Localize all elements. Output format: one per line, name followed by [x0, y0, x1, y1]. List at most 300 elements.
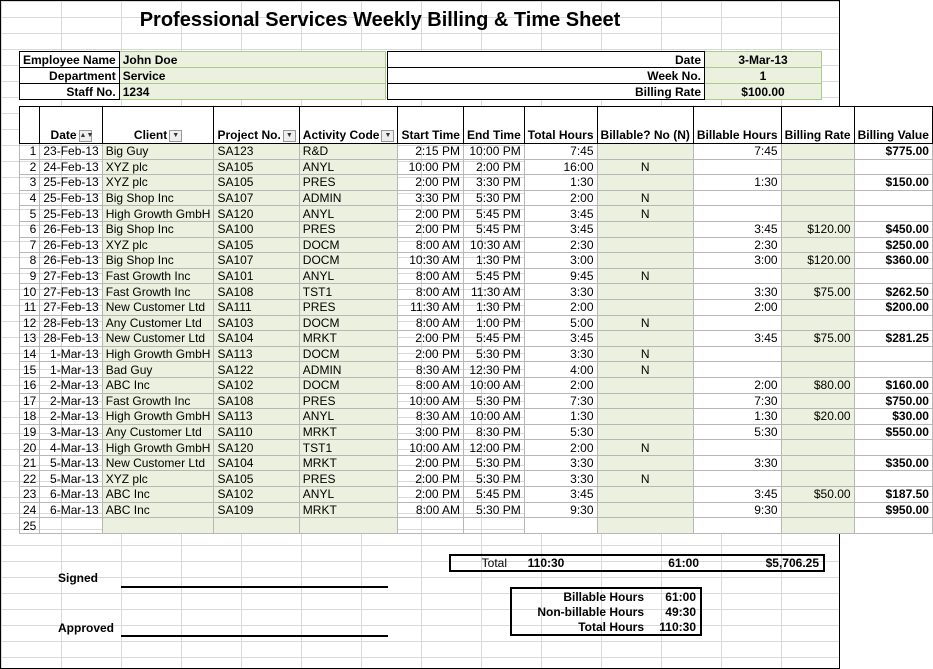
cell-total-hours[interactable]: 3:00: [524, 253, 597, 269]
cell-billing-rate[interactable]: [781, 502, 854, 518]
cell-billable-hours[interactable]: 1:30: [693, 175, 781, 191]
cell-end[interactable]: 1:30 PM: [463, 299, 524, 315]
cell-billable-hours[interactable]: 2:30: [693, 237, 781, 253]
cell-activity[interactable]: ANYL: [299, 409, 398, 425]
cell-start[interactable]: 8:00 AM: [398, 377, 463, 393]
cell-client[interactable]: Any Customer Ltd: [102, 424, 214, 440]
cell-date[interactable]: 28-Feb-13: [40, 331, 102, 347]
cell-activity[interactable]: ANYL: [299, 487, 398, 503]
cell-start[interactable]: 8:00 AM: [398, 315, 463, 331]
cell-total-hours[interactable]: 2:00: [524, 299, 597, 315]
cell-activity[interactable]: DOCM: [299, 253, 398, 269]
cell-client[interactable]: XYZ plc: [102, 159, 214, 175]
cell-billable-hours[interactable]: 1:30: [693, 409, 781, 425]
cell-row-no: 16: [20, 377, 40, 393]
cell-date[interactable]: 27-Feb-13: [40, 284, 102, 300]
cell-start[interactable]: 10:00 PM: [398, 159, 463, 175]
table-row: [20, 237, 933, 253]
cell-billing-rate[interactable]: [781, 159, 854, 175]
cell-client[interactable]: Bad Guy: [102, 362, 214, 378]
cell-billing-rate[interactable]: [781, 346, 854, 362]
cell-billable-hours[interactable]: 3:45: [693, 221, 781, 237]
cell-date[interactable]: 25-Feb-13: [40, 175, 102, 191]
cell-billing-value[interactable]: $160.00: [854, 377, 932, 393]
cell-date[interactable]: 26-Feb-13: [40, 237, 102, 253]
cell-date[interactable]: 5-Mar-13: [40, 471, 102, 487]
employee-name-cell[interactable]: John Doe: [119, 52, 385, 68]
cell-total-hours[interactable]: 1:30: [524, 409, 597, 425]
summary-nonbillable-label: Non-billable Hours: [537, 604, 644, 619]
cell-total-hours[interactable]: 9:45: [524, 268, 597, 284]
cell-billable[interactable]: [597, 299, 693, 315]
cell-date[interactable]: [40, 518, 102, 534]
cell-end[interactable]: 5:30 PM: [463, 346, 524, 362]
cell-billing-value[interactable]: $187.50: [854, 487, 932, 503]
cell-start[interactable]: 3:30 PM: [398, 190, 463, 206]
cell-start[interactable]: 11:30 AM: [398, 299, 463, 315]
cell-billable[interactable]: N: [597, 471, 693, 487]
cell-activity[interactable]: ANYL: [299, 268, 398, 284]
filter-dropdown-icon[interactable]: ▼: [381, 130, 394, 142]
cell-client[interactable]: Any Customer Ltd: [102, 315, 214, 331]
cell-billable[interactable]: N: [597, 440, 693, 456]
cell-project[interactable]: SA109: [214, 502, 299, 518]
signed-line[interactable]: [121, 586, 388, 588]
cell-billable[interactable]: N: [597, 315, 693, 331]
cell-billable-hours[interactable]: [693, 471, 781, 487]
week-no-label: Week No.: [388, 68, 705, 84]
col-header-project[interactable]: [214, 107, 299, 144]
cell-total-hours[interactable]: 3:30: [524, 471, 597, 487]
cell-date[interactable]: 27-Feb-13: [40, 268, 102, 284]
cell-billable-hours[interactable]: 2:00: [693, 377, 781, 393]
cell-total-hours[interactable]: 7:45: [524, 144, 597, 160]
table-row: [20, 284, 933, 300]
cell-billing-value[interactable]: $360.00: [854, 253, 932, 269]
cell-billing-value[interactable]: $200.00: [854, 299, 932, 315]
cell-end[interactable]: 5:45 PM: [463, 268, 524, 284]
col-header-activity[interactable]: [299, 107, 398, 144]
cell-project[interactable]: SA123: [214, 144, 299, 160]
cell-billing-rate[interactable]: [781, 268, 854, 284]
cell-activity[interactable]: MRKT: [299, 502, 398, 518]
cell-billing-value[interactable]: $30.00: [854, 409, 932, 425]
cell-row-no: 4: [20, 190, 40, 206]
cell-activity[interactable]: PRES: [299, 175, 398, 191]
cell-billable-hours[interactable]: 3:45: [693, 331, 781, 347]
cell-billable[interactable]: [597, 144, 693, 160]
sort-filter-icon[interactable]: ▲▼: [79, 130, 92, 142]
cell-date[interactable]: 26-Feb-13: [40, 253, 102, 269]
cell-billable-hours[interactable]: 3:00: [693, 253, 781, 269]
cell-start[interactable]: 2:00 PM: [398, 221, 463, 237]
cell-billing-value[interactable]: [854, 518, 932, 534]
cell-start[interactable]: 10:00 AM: [398, 440, 463, 456]
cell-billing-rate[interactable]: [781, 393, 854, 409]
cell-billable[interactable]: [597, 424, 693, 440]
cell-project[interactable]: SA113: [214, 346, 299, 362]
cell-activity[interactable]: ANYL: [299, 206, 398, 222]
cell-activity[interactable]: PRES: [299, 221, 398, 237]
cell-billable-hours[interactable]: [693, 346, 781, 362]
cell-end[interactable]: 5:30 PM: [463, 190, 524, 206]
cell-total-hours[interactable]: 2:00: [524, 190, 597, 206]
cell-start[interactable]: 2:00 PM: [398, 487, 463, 503]
cell-billing-value[interactable]: $281.25: [854, 331, 932, 347]
cell-billing-rate[interactable]: [781, 440, 854, 456]
cell-billable[interactable]: [597, 237, 693, 253]
cell-client[interactable]: XYZ plc: [102, 175, 214, 191]
cell-billing-value[interactable]: [854, 346, 932, 362]
cell-client[interactable]: Fast Growth Inc: [102, 284, 214, 300]
cell-end[interactable]: 10:00 AM: [463, 409, 524, 425]
cell-billing-value[interactable]: [854, 206, 932, 222]
cell-end[interactable]: 5:30 PM: [463, 471, 524, 487]
cell-project[interactable]: SA120: [214, 206, 299, 222]
cell-billing-value[interactable]: [854, 159, 932, 175]
cell-billing-value[interactable]: $775.00: [854, 144, 932, 160]
cell-date[interactable]: 28-Feb-13: [40, 315, 102, 331]
cell-billable[interactable]: N: [597, 159, 693, 175]
cell-project[interactable]: SA105: [214, 237, 299, 253]
cell-billable-hours[interactable]: [693, 206, 781, 222]
cell-end[interactable]: 10:00 PM: [463, 144, 524, 160]
cell-project[interactable]: SA101: [214, 268, 299, 284]
cell-total-hours[interactable]: 1:30: [524, 175, 597, 191]
cell-billing-rate[interactable]: $120.00: [781, 221, 854, 237]
cell-billing-rate[interactable]: [781, 237, 854, 253]
cell-total-hours[interactable]: 2:00: [524, 440, 597, 456]
cell-billing-value[interactable]: [854, 315, 932, 331]
cell-total-hours[interactable]: 2:30: [524, 237, 597, 253]
cell-date[interactable]: 6-Mar-13: [40, 502, 102, 518]
cell-billing-value[interactable]: $150.00: [854, 175, 932, 191]
cell-end[interactable]: 5:45 PM: [463, 487, 524, 503]
cell-end[interactable]: 5:45 PM: [463, 221, 524, 237]
department-cell[interactable]: Service: [119, 68, 385, 84]
cell-billable-hours[interactable]: 5:30: [693, 424, 781, 440]
cell-billing-value[interactable]: [854, 440, 932, 456]
cell-client[interactable]: Big Guy: [102, 144, 214, 160]
cell-project[interactable]: SA110: [214, 424, 299, 440]
cell-billing-rate[interactable]: [781, 299, 854, 315]
employee-info: [19, 51, 386, 100]
col-header-client[interactable]: [102, 107, 214, 144]
week-no-cell[interactable]: 1: [705, 68, 822, 84]
cell-client[interactable]: New Customer Ltd: [102, 455, 214, 471]
cell-client[interactable]: New Customer Ltd: [102, 331, 214, 347]
cell-total-hours[interactable]: 3:30: [524, 284, 597, 300]
cell-client[interactable]: ABC Inc: [102, 487, 214, 503]
cell-date[interactable]: 1-Mar-13: [40, 362, 102, 378]
cell-client[interactable]: New Customer Ltd: [102, 299, 214, 315]
cell-billable[interactable]: [597, 487, 693, 503]
cell-end[interactable]: 5:45 PM: [463, 331, 524, 347]
cell-end[interactable]: 12:30 PM: [463, 362, 524, 378]
cell-billing-value[interactable]: [854, 268, 932, 284]
approved-line[interactable]: [121, 635, 388, 637]
cell-billable-hours[interactable]: 3:30: [693, 284, 781, 300]
cell-activity[interactable]: DOCM: [299, 237, 398, 253]
cell-end[interactable]: 2:00 PM: [463, 159, 524, 175]
cell-activity[interactable]: DOCM: [299, 346, 398, 362]
cell-billable[interactable]: N: [597, 268, 693, 284]
table-row: [20, 253, 933, 269]
cell-client[interactable]: High Growth GmbH: [102, 346, 214, 362]
cell-project[interactable]: SA113: [214, 409, 299, 425]
cell-project[interactable]: SA105: [214, 159, 299, 175]
cell-total-hours[interactable]: [524, 518, 597, 534]
cell-total-hours[interactable]: 3:45: [524, 221, 597, 237]
cell-billable[interactable]: [597, 377, 693, 393]
cell-activity[interactable]: PRES: [299, 393, 398, 409]
cell-total-hours[interactable]: 2:00: [524, 377, 597, 393]
cell-project[interactable]: SA120: [214, 440, 299, 456]
cell-end[interactable]: 11:30 AM: [463, 284, 524, 300]
cell-billable-hours[interactable]: 7:45: [693, 144, 781, 160]
cell-start[interactable]: 2:00 PM: [398, 471, 463, 487]
cell-project[interactable]: SA108: [214, 393, 299, 409]
cell-activity[interactable]: [299, 518, 398, 534]
cell-start[interactable]: 10:30 AM: [398, 253, 463, 269]
cell-client[interactable]: Big Shop Inc: [102, 221, 214, 237]
cell-end[interactable]: 1:30 PM: [463, 253, 524, 269]
cell-billing-rate[interactable]: $80.00: [781, 377, 854, 393]
cell-billing-rate[interactable]: $20.00: [781, 409, 854, 425]
cell-total-hours[interactable]: 3:30: [524, 455, 597, 471]
cell-billing-value[interactable]: $750.00: [854, 393, 932, 409]
cell-total-hours[interactable]: 5:30: [524, 424, 597, 440]
cell-total-hours[interactable]: 3:45: [524, 487, 597, 503]
cell-billing-value[interactable]: [854, 190, 932, 206]
cell-billable-hours[interactable]: [693, 159, 781, 175]
cell-date[interactable]: 25-Feb-13: [40, 190, 102, 206]
cell-start[interactable]: 8:00 AM: [398, 237, 463, 253]
cell-billable-hours[interactable]: [693, 268, 781, 284]
cell-activity[interactable]: MRKT: [299, 455, 398, 471]
cell-project[interactable]: SA100: [214, 221, 299, 237]
cell-activity[interactable]: ADMIN: [299, 190, 398, 206]
cell-billable[interactable]: [597, 518, 693, 534]
cell-end[interactable]: [463, 518, 524, 534]
cell-billing-rate[interactable]: [781, 175, 854, 191]
cell-billing-rate[interactable]: [781, 518, 854, 534]
cell-end[interactable]: 8:30 PM: [463, 424, 524, 440]
cell-project[interactable]: SA107: [214, 190, 299, 206]
cell-total-hours[interactable]: 16:00: [524, 159, 597, 175]
cell-billable-hours[interactable]: 9:30: [693, 502, 781, 518]
cell-total-hours[interactable]: 4:00: [524, 362, 597, 378]
cell-total-hours[interactable]: 7:30: [524, 393, 597, 409]
cell-client[interactable]: ABC Inc: [102, 377, 214, 393]
cell-total-hours[interactable]: 9:30: [524, 502, 597, 518]
cell-billable-hours[interactable]: 3:45: [693, 487, 781, 503]
cell-project[interactable]: SA105: [214, 471, 299, 487]
cell-end[interactable]: 3:30 PM: [463, 175, 524, 191]
cell-activity[interactable]: R&D: [299, 144, 398, 160]
cell-billable[interactable]: [597, 221, 693, 237]
cell-activity[interactable]: ADMIN: [299, 362, 398, 378]
cell-billable-hours[interactable]: 2:00: [693, 299, 781, 315]
cell-billable[interactable]: N: [597, 206, 693, 222]
cell-billing-rate[interactable]: $75.00: [781, 331, 854, 347]
cell-billing-rate[interactable]: [781, 424, 854, 440]
cell-billing-rate[interactable]: $120.00: [781, 253, 854, 269]
cell-billable-hours[interactable]: [693, 315, 781, 331]
cell-total-hours[interactable]: 3:45: [524, 331, 597, 347]
cell-billing-value[interactable]: [854, 362, 932, 378]
cell-project[interactable]: SA107: [214, 253, 299, 269]
cell-billable[interactable]: [597, 409, 693, 425]
billing-rate-cell[interactable]: $100.00: [705, 84, 822, 100]
cell-total-hours[interactable]: 5:00: [524, 315, 597, 331]
cell-billable-hours[interactable]: [693, 362, 781, 378]
cell-activity[interactable]: PRES: [299, 299, 398, 315]
cell-row-no: 17: [20, 393, 40, 409]
cell-end[interactable]: 5:30 PM: [463, 393, 524, 409]
cell-project[interactable]: SA102: [214, 487, 299, 503]
cell-billing-value[interactable]: $550.00: [854, 424, 932, 440]
cell-billable[interactable]: [597, 393, 693, 409]
cell-date[interactable]: 24-Feb-13: [40, 159, 102, 175]
cell-billing-rate[interactable]: [781, 315, 854, 331]
cell-billing-rate[interactable]: [781, 144, 854, 160]
cell-billing-rate[interactable]: [781, 455, 854, 471]
cell-activity[interactable]: DOCM: [299, 377, 398, 393]
cell-project[interactable]: SA105: [214, 175, 299, 191]
cell-client[interactable]: XYZ plc: [102, 471, 214, 487]
cell-billing-value[interactable]: $262.50: [854, 284, 932, 300]
cell-date[interactable]: 4-Mar-13: [40, 440, 102, 456]
cell-start[interactable]: 8:00 AM: [398, 502, 463, 518]
cell-client[interactable]: XYZ plc: [102, 237, 214, 253]
cell-date[interactable]: 2-Mar-13: [40, 409, 102, 425]
cell-end[interactable]: 10:00 AM: [463, 377, 524, 393]
cell-start[interactable]: 2:00 PM: [398, 455, 463, 471]
cell-start[interactable]: 8:00 AM: [398, 268, 463, 284]
filter-dropdown-icon[interactable]: ▼: [169, 130, 182, 142]
staff-no-cell[interactable]: 1234: [119, 84, 385, 100]
cell-client[interactable]: High Growth GmbH: [102, 409, 214, 425]
cell-billing-rate[interactable]: [781, 190, 854, 206]
cell-billable[interactable]: [597, 455, 693, 471]
date-cell[interactable]: 3-Mar-13: [705, 52, 822, 68]
cell-end[interactable]: 5:30 PM: [463, 502, 524, 518]
cell-billing-rate[interactable]: $50.00: [781, 487, 854, 503]
cell-end[interactable]: 1:00 PM: [463, 315, 524, 331]
cell-client[interactable]: Big Shop Inc: [102, 253, 214, 269]
cell-billable[interactable]: [597, 175, 693, 191]
cell-project[interactable]: SA104: [214, 331, 299, 347]
cell-date[interactable]: 5-Mar-13: [40, 455, 102, 471]
cell-client[interactable]: Big Shop Inc: [102, 190, 214, 206]
filter-dropdown-icon[interactable]: ▼: [283, 130, 296, 142]
cell-end[interactable]: 5:45 PM: [463, 206, 524, 222]
cell-project[interactable]: SA111: [214, 299, 299, 315]
cell-billing-rate[interactable]: [781, 471, 854, 487]
cell-date[interactable]: 3-Mar-13: [40, 424, 102, 440]
cell-date[interactable]: 6-Mar-13: [40, 487, 102, 503]
cell-total-hours[interactable]: 3:45: [524, 206, 597, 222]
cell-start[interactable]: 8:30 AM: [398, 362, 463, 378]
cell-billing-value[interactable]: [854, 471, 932, 487]
cell-activity[interactable]: TST1: [299, 440, 398, 456]
cell-start[interactable]: 2:00 PM: [398, 331, 463, 347]
cell-billing-rate[interactable]: [781, 206, 854, 222]
cell-end[interactable]: 5:30 PM: [463, 455, 524, 471]
cell-billing-value[interactable]: $950.00: [854, 502, 932, 518]
cell-end[interactable]: 12:00 PM: [463, 440, 524, 456]
cell-billable-hours[interactable]: [693, 518, 781, 534]
cell-start[interactable]: 8:00 AM: [398, 284, 463, 300]
cell-client[interactable]: ABC Inc: [102, 502, 214, 518]
cell-project[interactable]: [214, 518, 299, 534]
cell-start[interactable]: 2:00 PM: [398, 206, 463, 222]
cell-project[interactable]: SA102: [214, 377, 299, 393]
cell-activity[interactable]: PRES: [299, 471, 398, 487]
cell-start[interactable]: 2:15 PM: [398, 144, 463, 160]
cell-billable[interactable]: N: [597, 346, 693, 362]
cell-date[interactable]: 26-Feb-13: [40, 221, 102, 237]
cell-client[interactable]: [102, 518, 214, 534]
cell-date[interactable]: 27-Feb-13: [40, 299, 102, 315]
cell-activity[interactable]: ANYL: [299, 159, 398, 175]
cell-billable-hours[interactable]: 7:30: [693, 393, 781, 409]
cell-start[interactable]: 10:00 AM: [398, 393, 463, 409]
cell-start[interactable]: 2:00 PM: [398, 175, 463, 191]
cell-billable[interactable]: N: [597, 362, 693, 378]
cell-activity[interactable]: MRKT: [299, 424, 398, 440]
cell-billing-value[interactable]: $250.00: [854, 237, 932, 253]
cell-billable-hours[interactable]: [693, 190, 781, 206]
cell-billable[interactable]: [597, 502, 693, 518]
cell-billing-value[interactable]: $450.00: [854, 221, 932, 237]
cell-activity[interactable]: DOCM: [299, 315, 398, 331]
cell-date[interactable]: 2-Mar-13: [40, 393, 102, 409]
cell-client[interactable]: High Growth GmbH: [102, 206, 214, 222]
cell-start[interactable]: 8:30 AM: [398, 409, 463, 425]
cell-billing-rate[interactable]: [781, 362, 854, 378]
cell-end[interactable]: 10:30 AM: [463, 237, 524, 253]
cell-start[interactable]: 2:00 PM: [398, 346, 463, 362]
cell-start[interactable]: 3:00 PM: [398, 424, 463, 440]
cell-activity[interactable]: MRKT: [299, 331, 398, 347]
cell-billable[interactable]: [597, 253, 693, 269]
cell-billing-value[interactable]: $350.00: [854, 455, 932, 471]
cell-total-hours[interactable]: 3:30: [524, 346, 597, 362]
cell-activity[interactable]: TST1: [299, 284, 398, 300]
cell-billable[interactable]: [597, 331, 693, 347]
cell-date[interactable]: 2-Mar-13: [40, 377, 102, 393]
cell-date[interactable]: 1-Mar-13: [40, 346, 102, 362]
col-header-date[interactable]: [40, 107, 102, 144]
cell-start[interactable]: [398, 518, 463, 534]
cell-project[interactable]: SA104: [214, 455, 299, 471]
cell-project[interactable]: SA122: [214, 362, 299, 378]
cell-date[interactable]: 23-Feb-13: [40, 144, 102, 160]
cell-project[interactable]: SA103: [214, 315, 299, 331]
cell-billable[interactable]: [597, 284, 693, 300]
cell-billable-hours[interactable]: [693, 440, 781, 456]
cell-billable[interactable]: N: [597, 190, 693, 206]
cell-client[interactable]: High Growth GmbH: [102, 440, 214, 456]
cell-date[interactable]: 25-Feb-13: [40, 206, 102, 222]
cell-client[interactable]: Fast Growth Inc: [102, 268, 214, 284]
cell-billable-hours[interactable]: 3:30: [693, 455, 781, 471]
cell-client[interactable]: Fast Growth Inc: [102, 393, 214, 409]
cell-billing-rate[interactable]: $75.00: [781, 284, 854, 300]
cell-project[interactable]: SA108: [214, 284, 299, 300]
